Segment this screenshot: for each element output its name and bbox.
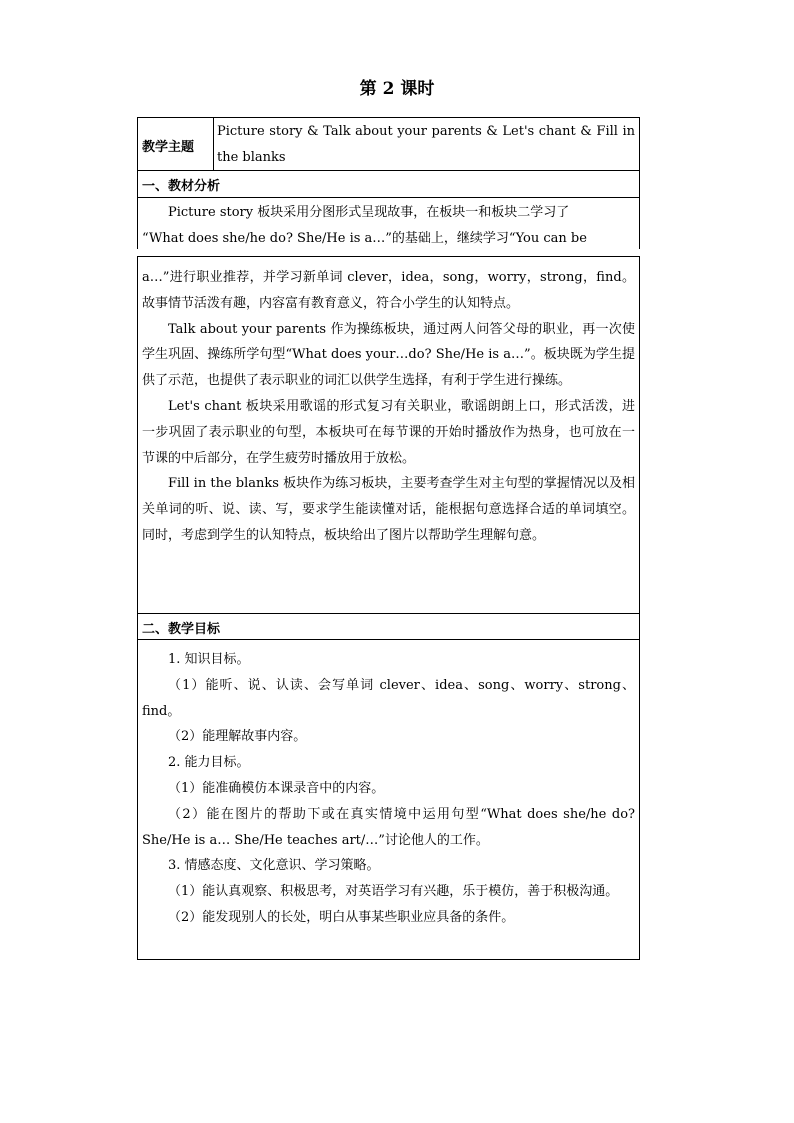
section1-body [142,265,635,549]
section1-p3: Let's chant 板块采用歌谣的形式复习有关职业，歌谣朗朗上口，形式活泼，进一步巩固了表示职业的句型，本板块可在每节课的开始时播放作为热身，也可放在一节课的中后部分，在学生疲劳时播放用于放松。 [142,398,635,466]
topic-label: 教学主题 [138,118,214,170]
section1-p1-cont: a…”进行职业推荐，并学习新单词 clever，idea，song，worry，strong，find。故事情节活泼有趣，内容富有教育意义，符合小学生的认知特点。 [142,270,635,311]
section2-heading: 二、教学目标 [142,622,221,637]
objective-item: （1）能认真观察、积极思考，对英语学习有兴趣，乐于模仿，善于积极沟通。 [168,884,619,900]
objective-item: （1）能听、说、认读、会写单词 clever、idea、song、worry、strong、find。 [142,677,635,719]
section1-p4: Fill in the blanks 板块作为练习板块，主要考查学生对主句型的掌握情况以及相关单词的听、说、读、写，要求学生能读懂对话，能根据句意选择合适的单词填空。同时，考虑到学生的认知特点，板块给出了图片以帮助学生理解句意。 [142,476,635,543]
section1-heading: 一、教材分析 [142,179,221,194]
objective-item: 2. 能力目标。 [168,755,250,771]
objective-item: （2）能发现别人的长处，明白从事某些职业应具备的条件。 [168,909,515,925]
section1-p1-line2: “What does she/he do? She/He is a…”的基础上，继续学习“You can be [142,230,587,246]
page-title: 第 2 课时 [359,79,435,99]
objective-item: 1. 知识目标。 [168,652,250,667]
objective-item: （1）能准确模仿本课录音中的内容。 [168,780,385,796]
objective-item: （2）能理解故事内容。 [168,729,307,745]
topic-row [138,118,639,171]
section1-p1-line1: Picture story 板块采用分图形式呈现故事，在板块一和板块二学习了 [168,205,570,220]
section1-p2: Talk about your parents 作为操练板块，通过两人问答父母的职业，再一次使学生巩固、操练所学句型“What does your…do? She/He is a…”。板块既为学生提供了示范，也提供了表示职业的词汇以供学生选择，有利于学生进行操练。 [142,321,635,389]
lower-table [137,256,640,960]
objective-item: （2）能在图片的帮助下或在真实情境中运用句型“What does she/he do? She/He is a… She/He teaches art/…”讨论他人的工作。 [142,806,635,848]
section2-heading-row [138,613,639,640]
section1-heading-row [138,171,639,198]
upper-table [137,117,640,249]
section2-body [142,647,635,931]
section1-intro [142,200,635,252]
topic-value: Picture story & Talk about your parents & Let's chant & Fill in the blanks [217,124,635,165]
objective-item: 3. 情感态度、文化意识、学习策略。 [168,858,380,874]
